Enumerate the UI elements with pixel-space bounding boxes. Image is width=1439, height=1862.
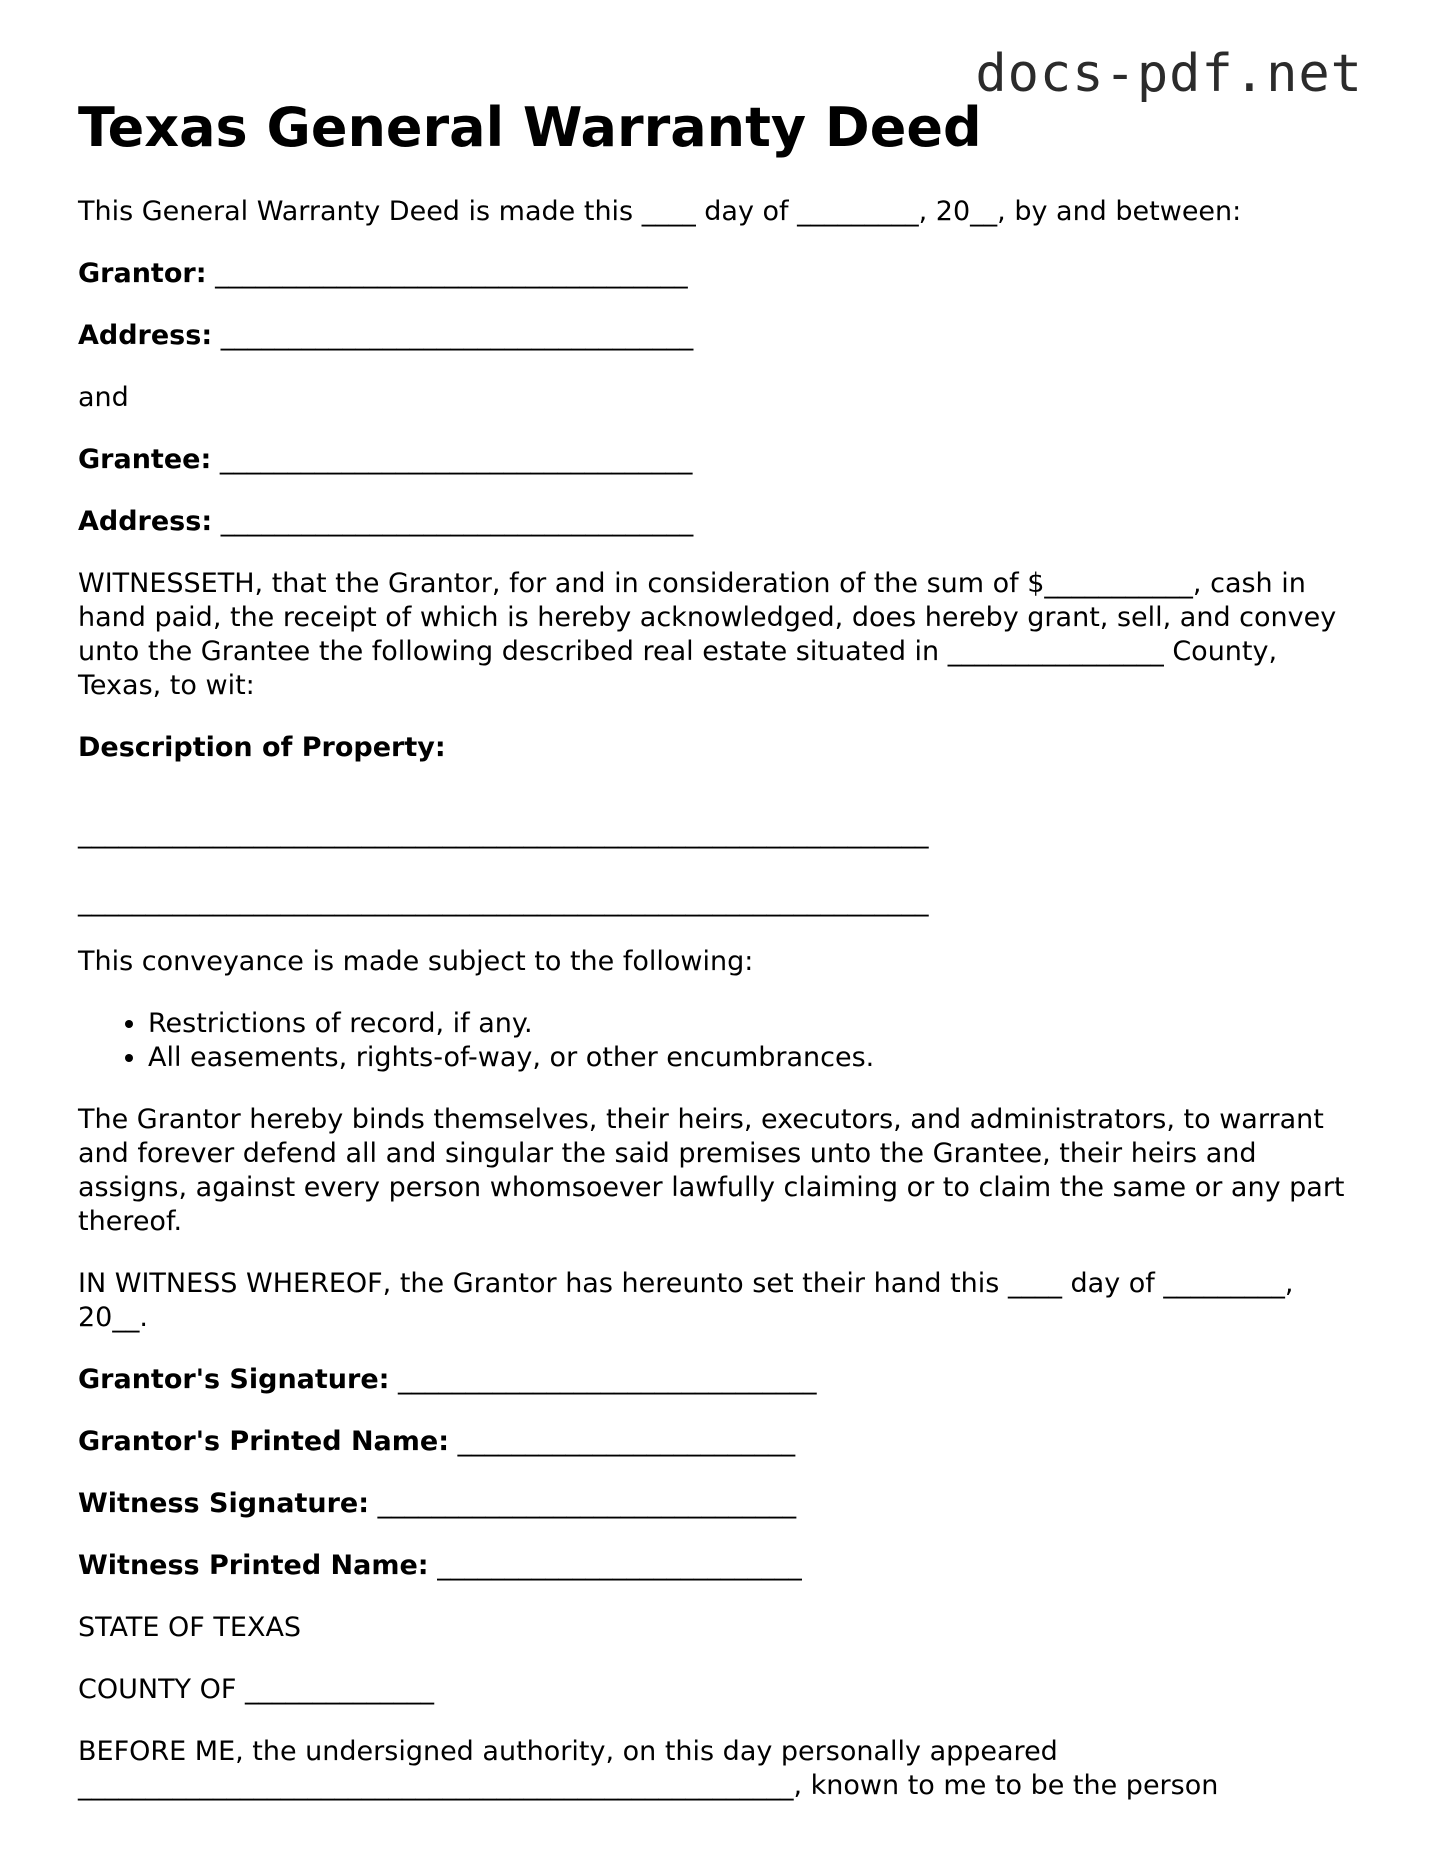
document-page	[78, 96, 1368, 1831]
grantor-address-blank: ___________________________________	[212, 319, 694, 351]
grantee-blank: ___________________________________	[211, 443, 693, 475]
witness-printed-name-field	[78, 1549, 1368, 1583]
grantor-printed-name-blank: _________________________	[449, 1425, 796, 1457]
grantor-address-label: Address:	[78, 319, 213, 351]
county-line: COUNTY OF ______________	[78, 1673, 434, 1705]
grantor-printed-name-label: Grantor's Printed Name:	[78, 1425, 450, 1457]
subject-intro: This conveyance is made subject to the following:	[78, 945, 754, 977]
description-line: _______________________________________________________________	[78, 885, 929, 917]
grantee-address-field	[78, 505, 1368, 539]
warranty-paragraph: The Grantor hereby binds themselves, their heirs, executors, and administrators, to warrant and forever defend all and singular the said premises unto the Grantee, their heirs and assigns, against every person whomsoever lawfully claiming or to claim the same or any part thereof.	[78, 1103, 1345, 1237]
intro-paragraph: This General Warranty Deed is made this ____ day of _________, 20__, by and between:	[78, 195, 1242, 227]
grantor-address-field	[78, 319, 1368, 353]
witness-printed-name-label: Witness Printed Name:	[78, 1549, 429, 1581]
witness-printed-name-blank: ___________________________	[428, 1549, 802, 1581]
list-item: • All easements, rights-of-way, or other encumbrances.	[148, 1041, 1368, 1075]
grantee-field	[78, 443, 1368, 477]
state-line: STATE OF TEXAS	[78, 1611, 302, 1643]
witness-signature-label: Witness Signature:	[78, 1487, 370, 1519]
grantor-signature-label: Grantor's Signature:	[78, 1363, 390, 1395]
grantee-address-label: Address:	[78, 505, 213, 537]
description-heading: Description of Property:	[78, 731, 446, 763]
grantor-field	[78, 257, 1368, 291]
witness-signature-field	[78, 1487, 1368, 1521]
grantor-signature-field	[78, 1363, 1368, 1397]
subject-list	[78, 1007, 1368, 1075]
grantee-address-blank: ___________________________________	[212, 505, 694, 537]
grantor-printed-name-field	[78, 1425, 1368, 1459]
description-line: _______________________________________________________________	[78, 817, 929, 849]
witness-signature-blank: _______________________________	[369, 1487, 797, 1519]
grantor-signature-blank: _______________________________	[389, 1363, 817, 1395]
grantor-blank: ___________________________________	[206, 257, 688, 289]
grantor-label: Grantor:	[78, 257, 207, 289]
in-witness-paragraph: IN WITNESS WHEREOF, the Grantor has hereunto set their hand this ____ day of _________, 20__.	[78, 1267, 1294, 1333]
watermark: docs-pdf.net	[975, 44, 1363, 104]
list-item: • Restrictions of record, if any.	[148, 1007, 1368, 1041]
grantee-label: Grantee:	[78, 443, 212, 475]
document-title: Texas General Warranty Deed	[78, 96, 982, 159]
witnesseth-paragraph: WITNESSETH, that the Grantor, for and in consideration of the sum of $___________, cash in hand paid, the receipt of which is hereby acknowledged, does hereby grant, sell, and convey unto the Grantee the following described real estate situated in ________________ County, Texas, to wit:	[78, 567, 1337, 701]
before-me-paragraph: BEFORE ME, the undersigned authority, on this day personally appeared _____________________________________________________, known to me to be the person	[78, 1735, 1219, 1801]
description-spacer	[78, 793, 1368, 809]
and-text: and	[78, 381, 129, 413]
